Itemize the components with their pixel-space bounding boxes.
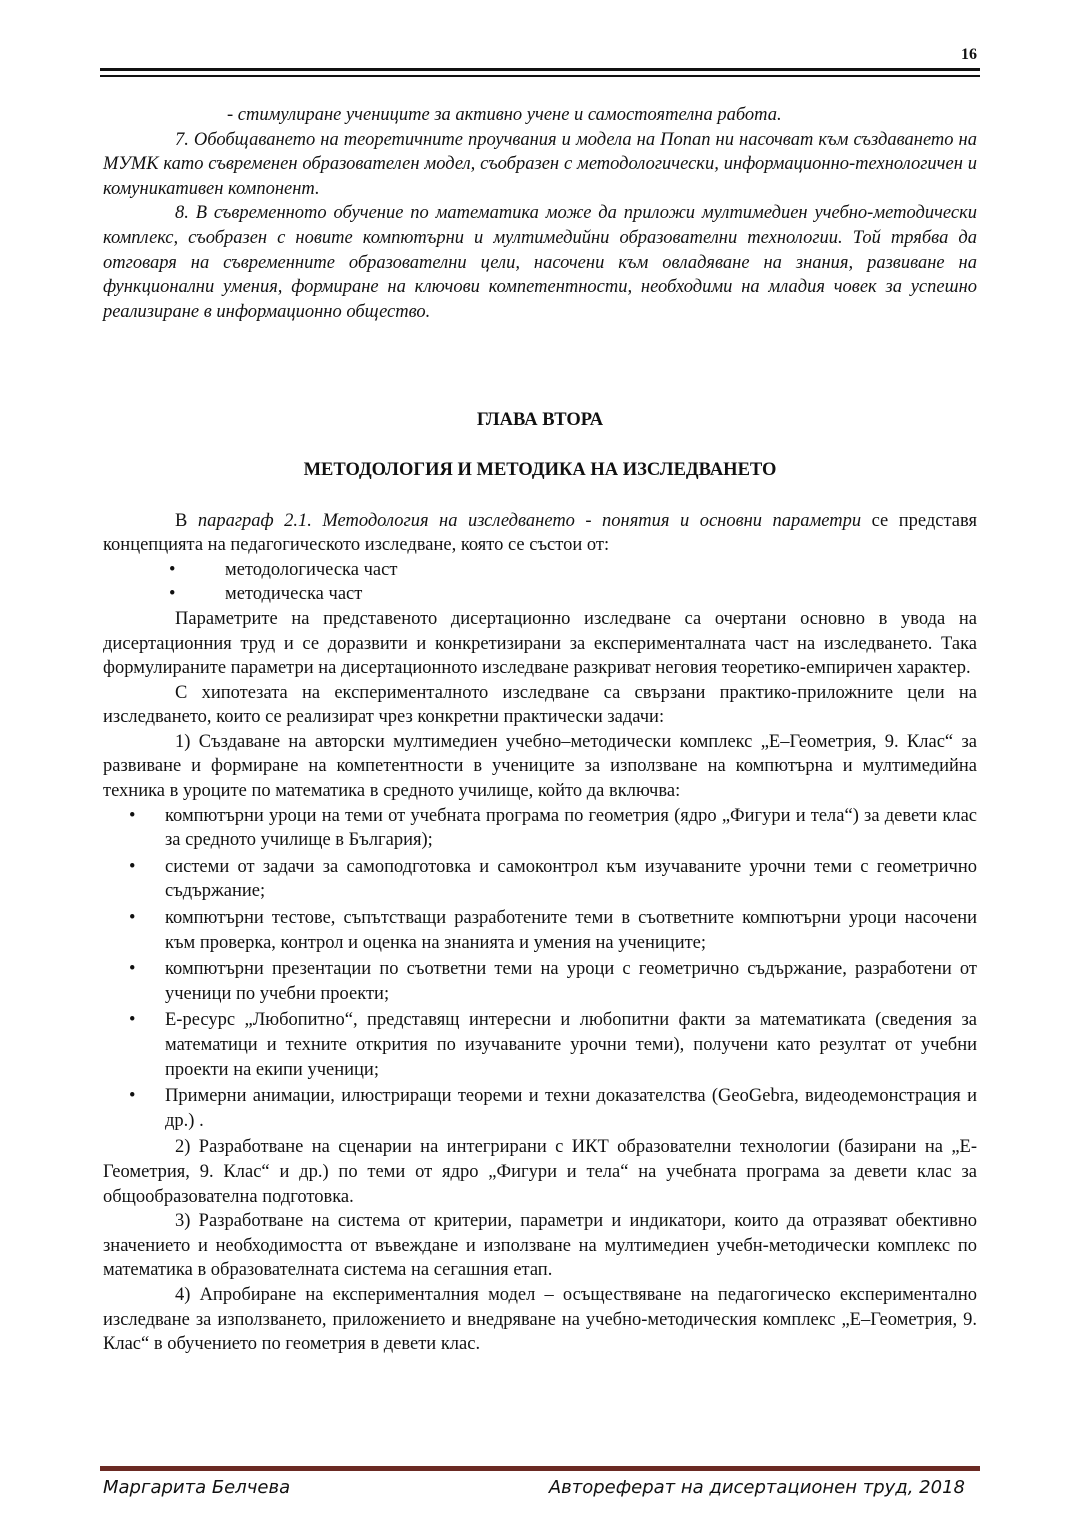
list-item: • системи от задачи за самоподготовка и самоконтрол към изучаваните урочни теми с геометрично съдържание; [103, 855, 977, 904]
header-rule-thick [100, 68, 980, 71]
paragraph-stimulation: - стимулиране учениците за активно учене и самостоятелна работа. [227, 105, 782, 125]
paragraph-conclusion-8: 8. В съвременното обучение по математика може да приложи мултимедиен учебно-методически комплекс, съобразен с новите компютърни и мултимедийни образователни технологии. Той трябва да отговаря на съвременните образователни цели, насочени към овладяване на знания, развиване на функционални умения, формиране на ключови компетентности, необходими на младия човек за успешно реализиране в информационно общество. [103, 203, 977, 322]
task-1-components-list [103, 804, 977, 1134]
page-content [103, 103, 977, 1357]
intro-prefix: В [175, 510, 198, 531]
list-item: • компютърни тестове, съпътстващи разработените теми в съответните компютърни уроци насочени към проверка, контрол и оценка на знанията и умения на учениците; [103, 906, 977, 955]
task-1: 1) Създаване на авторски мултимедиен учебно–методически комплекс „Е–Геометрия, 9. Клас“ за развиване и формиране на компетентности в учениците за използване на компютърна и мултимедийна техника в уроците по математика в средното училище, който да включва: [103, 731, 977, 802]
task-2: 2) Разработване на сценарии на интегрирани с ИКТ образователни технологии (базирани на „Е-Геометрия, 9. Клас“ и др.) по теми от ядро „Фигури и тела“ на учебната програма за девети клас за общообразователна подготовка. [103, 1137, 977, 1207]
list-item: • методическа част [103, 582, 977, 607]
intro-suffix: се представя концепцията на педагогическото изследване, която се състои от: [103, 510, 977, 556]
page-number: 16 [961, 46, 977, 63]
paragraph-hypothesis: С хипотезата на експерименталното изследване са свързани практико-приложните цели на изследването, които се реализират чрез конкретни практически задачи: [103, 682, 977, 728]
intro-section-reference: параграф 2.1. Методология на изследването - понятия и основни параметри [197, 510, 862, 531]
footer-title: Автореферат на дисертационен труд, 2018 [548, 1477, 965, 1498]
paragraph-intro [103, 509, 977, 558]
list-item: • Е-ресурс „Любопитно“, представящ интересни и любопитни факти за математиката (сведения за математици и техните открития по изучаваните урочни теми), получени като резултат от учебни проекти на екипи ученици; [103, 1008, 977, 1082]
task-4: 4) Апробиране на експерименталния модел – осъществяване на педагогическо експериментално изследване за използването, приложението и внедряване на учебно-методическия комплекс „Е–Геометрия, 9. Клас“ в обучението по геометрия в девети клас. [103, 1284, 977, 1355]
chapter-subtitle: МЕТОДОЛОГИЯ И МЕТОДИКА НА ИЗСЛЕДВАНЕТО [303, 459, 777, 480]
list-item: • компютърни презентации по съответни теми на уроци с геометрично съдържание, разработени от ученици по учебни проекти; [103, 957, 977, 1006]
paragraph-conclusion-7: 7. Обобщаването на теоретичните проучвания и модела на Попап ни насочват към създаването на МУМК като съвременен образователен модел, съобразен с методологически, информационно-технологичен и комуникативен компонент. [103, 129, 977, 199]
list-item: • методологическа част [103, 558, 977, 583]
footer-rule [100, 1466, 980, 1471]
header-rule-thin [100, 75, 980, 77]
list-item: • Примерни анимации, илюстриращи теореми и техни доказателства (GeoGebra, видеодемонстрация и др.) . [103, 1084, 977, 1133]
parts-list [103, 558, 977, 607]
chapter-title: ГЛАВА ВТОРА [476, 410, 604, 431]
task-3: 3) Разработване на система от критерии, параметри и индикатори, които да отразяват обективно значението и необходимостта от въвеждане и използване на мултимедиен учебн-методически комплекс по математика в образователната система на сегашния етап. [103, 1211, 977, 1281]
list-item: • компютърни уроци на теми от учебната програма по геометрия (ядро „Фигури и тела“) за девети клас за средното училище в България); [103, 804, 977, 853]
footer-author: Маргарита Белчева [103, 1477, 291, 1498]
paragraph-parameters: Параметрите на представеното дисертационно изследване са очертани основно в увода на дисертационния труд и се доразвити и конкретизирани за експерименталната част на изследването. Така формулираните параметри на дисертационното изследване разкриват неговия теоретико-емпиричен характер. [103, 608, 977, 679]
